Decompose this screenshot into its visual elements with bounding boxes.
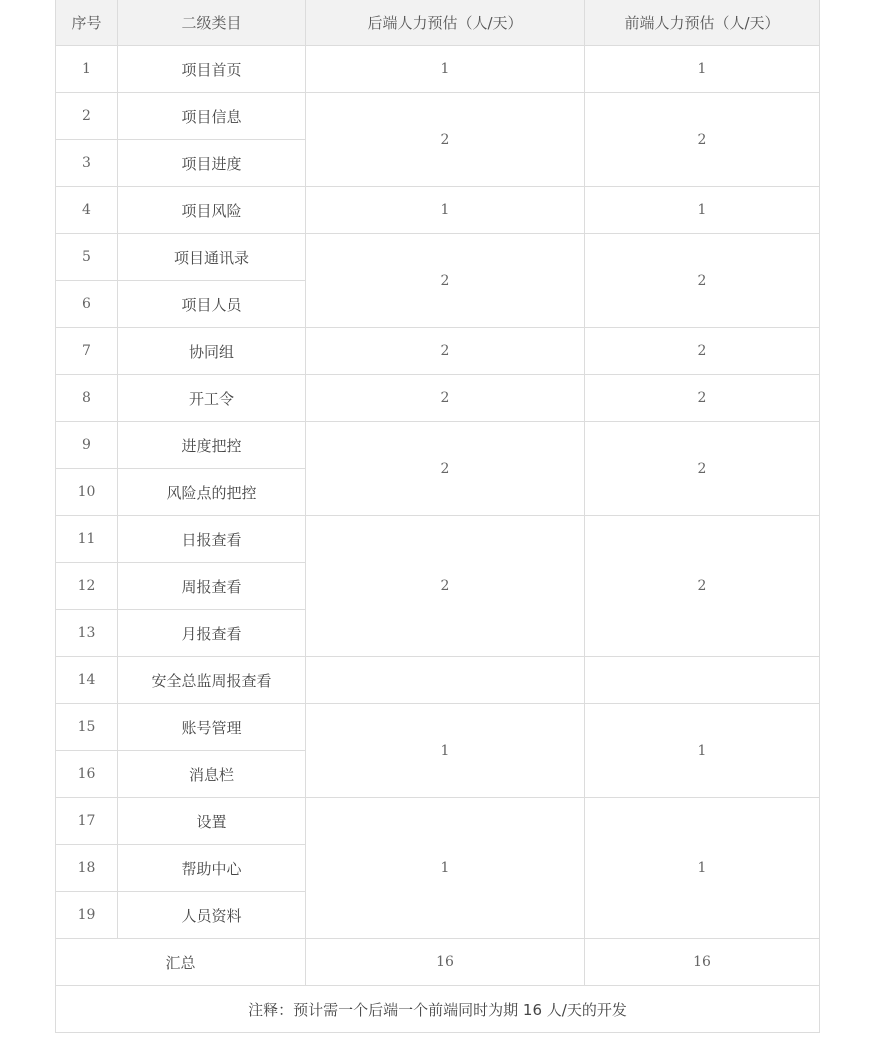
frontend-estimate-cell: 2 <box>585 516 820 657</box>
row-no: 15 <box>56 704 118 751</box>
estimation-table <box>55 0 820 1033</box>
frontend-estimate-cell: 1 <box>585 704 820 798</box>
row-no: 1 <box>56 46 118 93</box>
row-no: 9 <box>56 422 118 469</box>
frontend-estimate-cell <box>585 657 820 704</box>
header-no: 序号 <box>56 0 118 46</box>
note-row <box>56 986 820 1033</box>
backend-estimate-cell: 2 <box>306 422 585 516</box>
row-no: 10 <box>56 469 118 516</box>
table-row <box>56 422 820 469</box>
row-category: 项目通讯录 <box>118 234 306 281</box>
row-no: 3 <box>56 140 118 187</box>
row-category: 协同组 <box>118 328 306 375</box>
total-row <box>56 939 820 986</box>
header-backend-estimate: 后端人力预估（人/天） <box>306 0 585 46</box>
row-category: 帮助中心 <box>118 845 306 892</box>
row-no: 19 <box>56 892 118 939</box>
row-category: 进度把控 <box>118 422 306 469</box>
row-no: 12 <box>56 563 118 610</box>
header-row <box>56 0 820 46</box>
row-category: 月报查看 <box>118 610 306 657</box>
row-category: 项目风险 <box>118 187 306 234</box>
table-row <box>56 234 820 281</box>
table-row <box>56 187 820 234</box>
backend-estimate-cell: 2 <box>306 328 585 375</box>
table-row <box>56 704 820 751</box>
total-frontend: 16 <box>585 939 820 986</box>
row-category: 项目首页 <box>118 46 306 93</box>
table-note: 注释：预计需一个后端一个前端同时为期 16 人/天的开发 <box>56 986 820 1033</box>
backend-estimate-cell: 2 <box>306 375 585 422</box>
row-no: 6 <box>56 281 118 328</box>
table-row <box>56 46 820 93</box>
row-no: 16 <box>56 751 118 798</box>
total-label: 汇总 <box>56 939 306 986</box>
frontend-estimate-cell: 1 <box>585 798 820 939</box>
header-frontend-estimate: 前端人力预估（人/天） <box>585 0 820 46</box>
frontend-estimate-cell: 2 <box>585 375 820 422</box>
row-category: 风险点的把控 <box>118 469 306 516</box>
row-no: 13 <box>56 610 118 657</box>
backend-estimate-cell: 2 <box>306 516 585 657</box>
row-no: 4 <box>56 187 118 234</box>
frontend-estimate-cell: 2 <box>585 93 820 187</box>
frontend-estimate-cell: 1 <box>585 187 820 234</box>
frontend-estimate-cell: 2 <box>585 328 820 375</box>
backend-estimate-cell: 2 <box>306 234 585 328</box>
row-category: 安全总监周报查看 <box>118 657 306 704</box>
row-no: 18 <box>56 845 118 892</box>
row-no: 17 <box>56 798 118 845</box>
frontend-estimate-cell: 2 <box>585 422 820 516</box>
row-no: 5 <box>56 234 118 281</box>
row-category: 开工令 <box>118 375 306 422</box>
row-category: 周报查看 <box>118 563 306 610</box>
backend-estimate-cell: 2 <box>306 93 585 187</box>
row-category: 项目进度 <box>118 140 306 187</box>
row-category: 消息栏 <box>118 751 306 798</box>
total-backend: 16 <box>306 939 585 986</box>
row-no: 8 <box>56 375 118 422</box>
row-category: 项目人员 <box>118 281 306 328</box>
row-category: 设置 <box>118 798 306 845</box>
table-row <box>56 375 820 422</box>
table-row <box>56 93 820 140</box>
backend-estimate-cell <box>306 657 585 704</box>
backend-estimate-cell: 1 <box>306 187 585 234</box>
row-category: 项目信息 <box>118 93 306 140</box>
table-row <box>56 798 820 845</box>
backend-estimate-cell: 1 <box>306 704 585 798</box>
row-no: 14 <box>56 657 118 704</box>
table-row <box>56 516 820 563</box>
row-category: 日报查看 <box>118 516 306 563</box>
frontend-estimate-cell: 2 <box>585 234 820 328</box>
table-row <box>56 657 820 704</box>
row-category: 账号管理 <box>118 704 306 751</box>
row-category: 人员资料 <box>118 892 306 939</box>
row-no: 7 <box>56 328 118 375</box>
header-category: 二级类目 <box>118 0 306 46</box>
backend-estimate-cell: 1 <box>306 798 585 939</box>
row-no: 2 <box>56 93 118 140</box>
frontend-estimate-cell: 1 <box>585 46 820 93</box>
backend-estimate-cell: 1 <box>306 46 585 93</box>
table-row <box>56 328 820 375</box>
row-no: 11 <box>56 516 118 563</box>
